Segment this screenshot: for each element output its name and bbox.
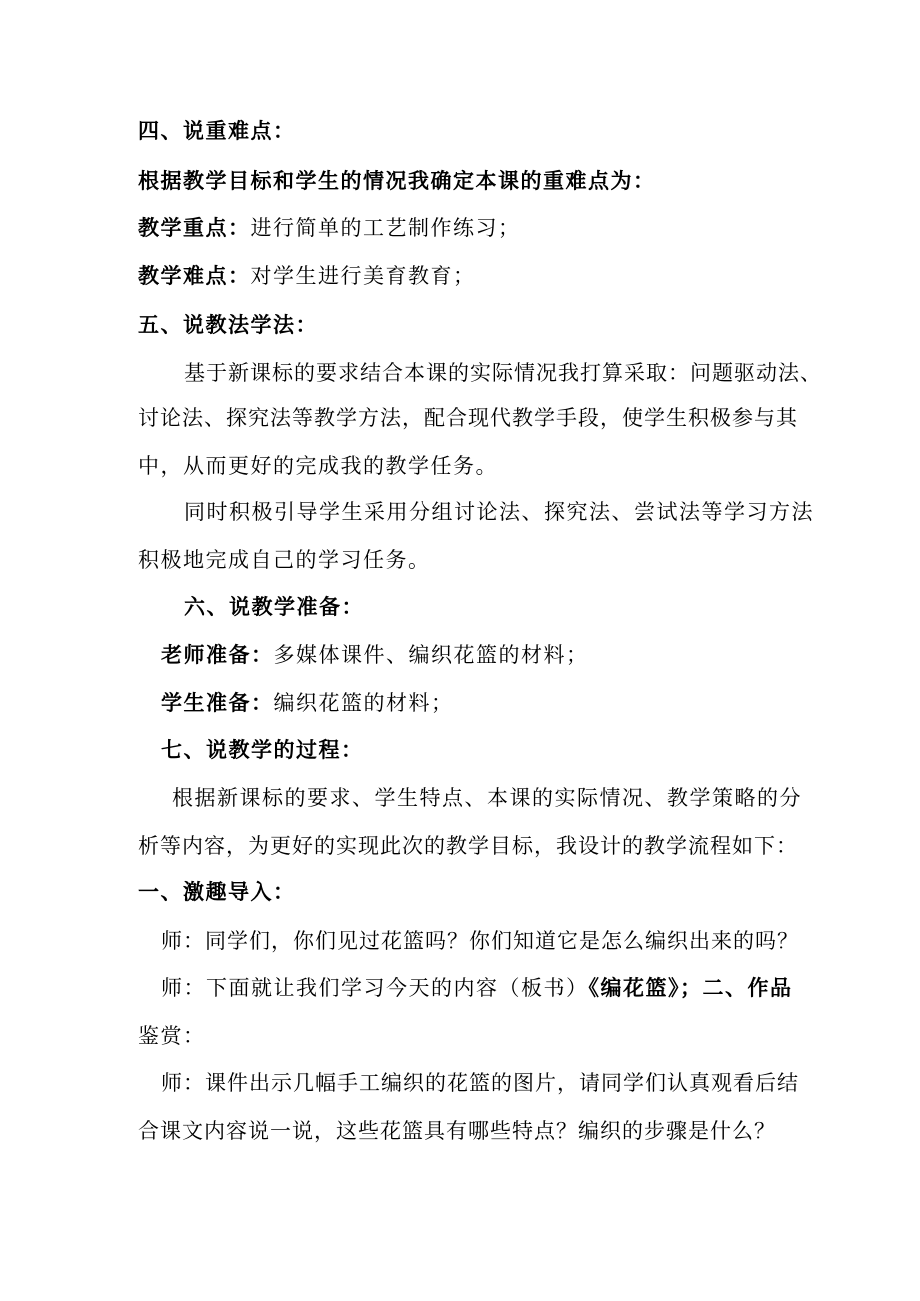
section-heading: 五、说教法学法： bbox=[138, 312, 318, 337]
section-heading: 七、说教学的过程： bbox=[161, 737, 364, 762]
paragraph-line: 析等内容，为更好的实现此次的教学目标，我设计的教学流程如下： bbox=[138, 834, 798, 858]
paragraph-line: 基于新课标的要求结合本课的实际情况我打算采取：问题驱动法、 bbox=[184, 361, 822, 385]
paragraph: 根据教学目标和学生的情况我确定本课的重难点为： bbox=[138, 168, 656, 193]
paragraph bbox=[138, 262, 476, 290]
paragraph-line: 同时积极引导学生采用分组讨论法、探究法、尝试法等学习方法 bbox=[184, 500, 814, 524]
label: 教学难点： bbox=[138, 263, 251, 288]
section-heading: 六、说教学准备： bbox=[184, 594, 364, 619]
paragraph-line: 讨论法、探究法等教学方法，配合现代教学手段，使学生积极参与其 bbox=[138, 406, 798, 430]
label: 教学重点： bbox=[138, 215, 251, 240]
bold-text: 《编花篮》；二、作品 bbox=[588, 975, 793, 1000]
paragraph-line: 师：同学们，你们见过花篮吗？你们知道它是怎么编织出来的吗？ bbox=[161, 929, 799, 953]
label: 老师准备： bbox=[161, 642, 274, 667]
section-heading: 一、激趣导入： bbox=[138, 879, 296, 904]
text: 师：下面就让我们学习今天的内容（板书） bbox=[161, 976, 589, 1000]
paragraph bbox=[161, 641, 589, 669]
text: 多媒体课件、编织花篮的材料； bbox=[273, 643, 589, 667]
paragraph-line: 师：课件出示几幅手工编织的花篮的图片，请同学们认真观看后结 bbox=[161, 1071, 799, 1095]
paragraph-line: 合课文内容说一说，这些花篮具有哪些特点？编织的步骤是什么？ bbox=[138, 1119, 776, 1143]
text: 进行简单的工艺制作练习； bbox=[250, 216, 521, 240]
text: 对学生进行美育教育； bbox=[250, 264, 476, 288]
paragraph bbox=[138, 214, 521, 242]
label: 学生准备： bbox=[161, 690, 274, 715]
paragraph-line: 积极地完成自己的学习任务。 bbox=[138, 548, 431, 572]
paragraph-line: 鉴赏： bbox=[138, 1024, 206, 1048]
paragraph-line: 中，从而更好的完成我的教学任务。 bbox=[138, 454, 498, 478]
paragraph bbox=[161, 689, 454, 717]
paragraph-line bbox=[161, 974, 793, 1002]
text: 编织花篮的材料； bbox=[273, 691, 454, 715]
section-heading: 四、说重难点： bbox=[138, 118, 296, 143]
paragraph-line: 根据新课标的要求、学生特点、本课的实际情况、教学策略的分 bbox=[172, 786, 802, 810]
